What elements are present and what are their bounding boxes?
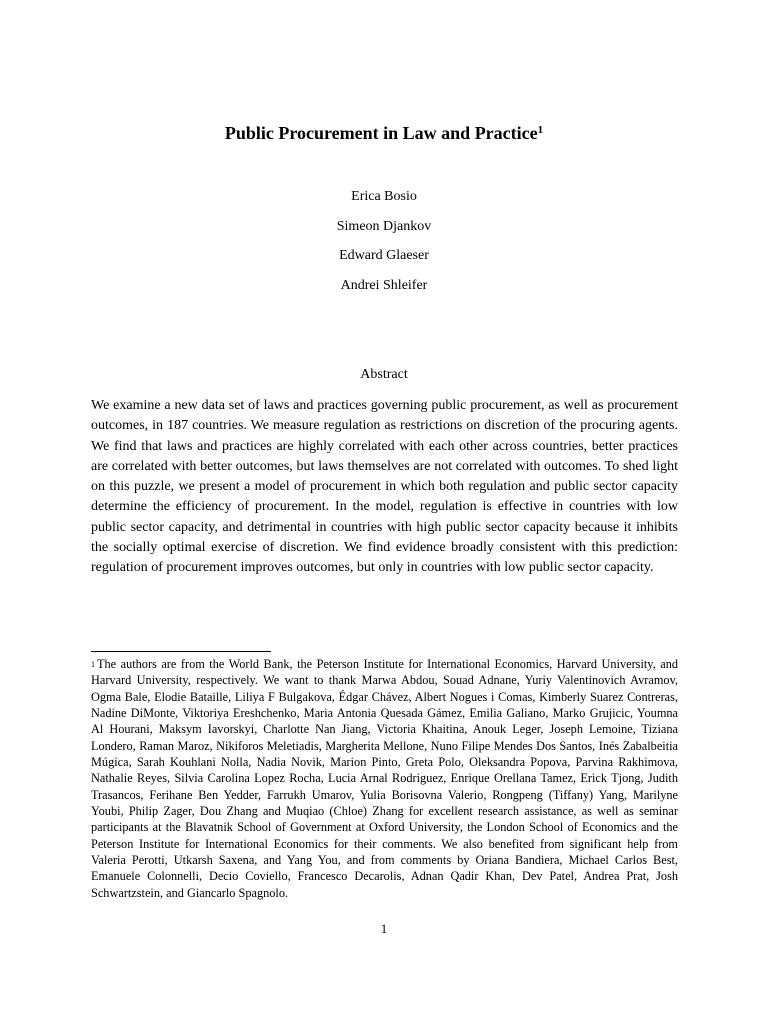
abstract-text: We examine a new data set of laws and practices governing public procurement, as well as procurement outcomes, in 187 countries. We measure regulation as restrictions on discretion of the procuring agents. We find that laws and practices are highly correlated with each other across countries, better practices are correlated with better outcomes, but laws themselves are not correlated with outcomes. To shed light on this puzzle, we present a model of procurement in which both regulation and public sector capacity determine the efficiency of procurement. In the model, regulation is effective in countries with low public sector capacity, and detrimental in countries with high public sector capacity because it inhibits the socially optimal exercise of discretion. We find evidence broadly consistent with this prediction: regulation of procurement improves outcomes, but only in countries with low public sector capacity. <box>91 398 678 576</box>
footnote-divider <box>91 651 271 652</box>
author-name: Erica Bosio <box>351 189 417 204</box>
author-name: Edward Glaeser <box>339 248 429 263</box>
author-list <box>0 187 768 305</box>
abstract-heading: Abstract <box>360 367 408 382</box>
footnote-mark: 1 <box>91 660 95 669</box>
paper-title <box>0 121 768 145</box>
page-number: 1 <box>380 921 388 936</box>
title-footnote-mark: 1 <box>537 124 544 136</box>
author-name: Andrei Shleifer <box>340 277 428 293</box>
title-text: Public Procurement in Law and Practice <box>224 123 538 143</box>
footnote-text: The authors are from the World Bank, the Peterson Institute for International Economics, Harvard University, and Harvard University, respectively. We want to thank Marwa Abdou, Souad Adnane, Yuriy Valentinovich Avramov, Ogma Bale, Elodie Bataille, Liliya F Bulgakova, Édgar Chávez, Albert Nogues i Comas, Kimberly Suarez Contreras, Nadine DiMonte, Viktoriya Ereshchenko, Maria Antonia Quesada Gámez, Emilia Galiano, Marko Grujicic, Youmna Al Hourani, Maksym Iavorskyi, Charlotte Nan Jiang, Victoria Khaitina, Anouk Leger, Joseph Lemoine, Tiziana Londero, Raman Maroz, Nikiforos Meletiadis, Margherita Mellone, Nuno Filipe Mendes Dos Santos, Inés Zabalbeitia Múgica, Sarah Kouhlani Nolla, Nadia Novik, Marion Pinto, Greta Polo, Oleksandra Popova, Parvina Rakhimova, Nathalie Reyes, Silvia Carolina Lopez Rocha, Lucia Arnal Rodriguez, Enrique Orellana Tamez, Erick Tjong, Judith Trasancos, Ferihane Ben Yedder, Farrukh Umarov, Yulia Borisovna Valerio, Rongpeng (Tiffany) Yang, Marilyne Youbi, Philip Zager, Dou Zhang and Muqiao (Chloe) Zhang for excellent research assistance, as well as seminar participants at the Blavatnik School of Government at Oxford University, the London School of Economics and the Peterson Institute for International Economics for their comments. We also benefited from significant help from Valeria Perotti, Utkarsh Saxena, and Yang You, and from comments by Oriana Bandiera, Michael Carlos Best, Emanuele Colonnelli, Decio Coviello, Francesco Decarolis, Adnan Qadir Khan, Dev Patel, Andrea Prat, Josh Schwartzstein, and Giancarlo Spagnolo. <box>91 657 678 900</box>
footnote <box>91 656 678 901</box>
author-name: Simeon Djankov <box>336 218 432 234</box>
